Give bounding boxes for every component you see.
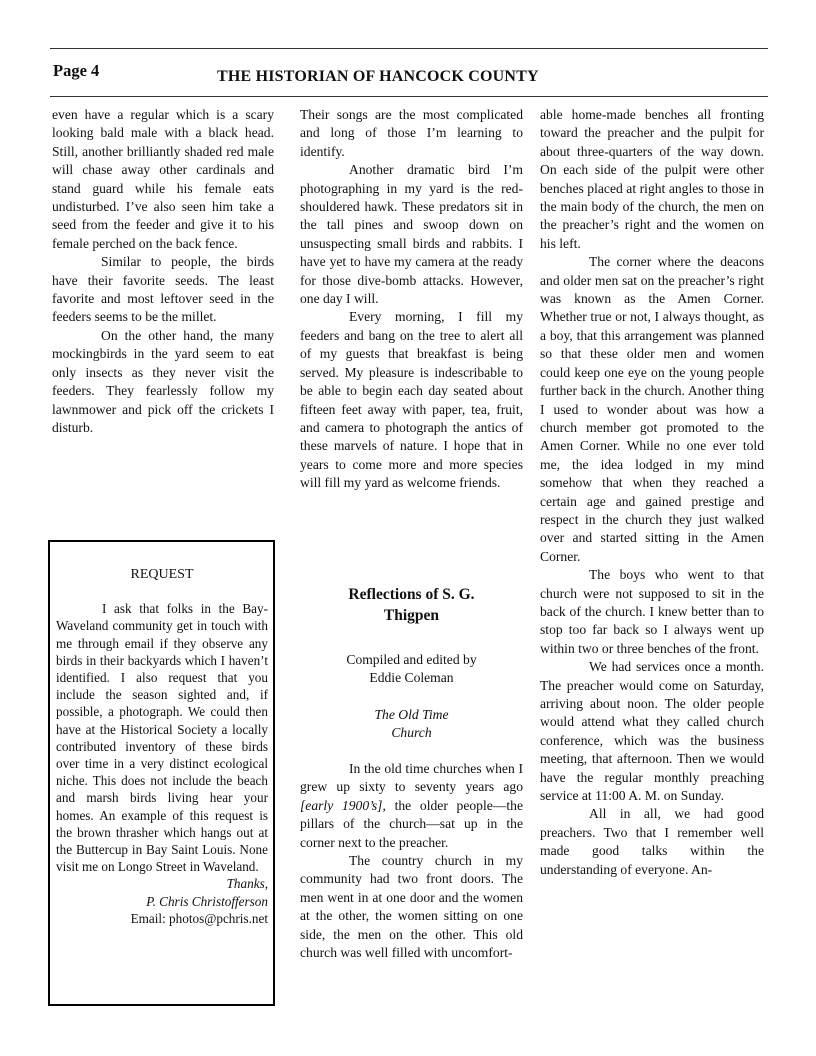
header-bottom-rule xyxy=(50,96,768,97)
paragraph: able home-made benches all fronting toward the preacher and the pulpit for about three-quarters of the way down. On each side of the pulpit were other benches placed at right angles to those in the main body of the church, the men on the preacher’s right and the women on his left. xyxy=(540,107,764,251)
text-run: , the older people—the pillars of the church—sat up in the corner next to the preacher. xyxy=(300,797,523,850)
request-body: I ask that folks in the Bay-Waveland community get in touch with me through email if they observe any birds in their backyards which I haven’t identified. I also request that you include the season sighted and, if possible, a photograph. We could then have at the Historical Society a locally contributed inventory of these birds over time in a very distinct ecological niche. This does not include the beach and marsh birds living hear your homes. An example of this request is the brown thrasher which hangs out at the Buttercup in Bay Saint Louis. None visit me on Longo Street in Waveland. xyxy=(56,601,268,875)
article-byline xyxy=(300,651,523,688)
publication-title: THE HISTORIAN OF HANCOCK COUNTY xyxy=(217,68,539,85)
request-email: Email: photos@pchris.net xyxy=(130,910,268,926)
byline-author: Eddie Coleman xyxy=(369,670,454,686)
text-run-italic: [early 1900’s] xyxy=(300,797,383,813)
request-signature-name: P. Chris Christofferson xyxy=(146,893,268,909)
page-number: Page 4 xyxy=(53,61,100,80)
byline-line: Compiled and edited by xyxy=(346,652,477,667)
column-2 xyxy=(300,106,523,493)
paragraph: even have a regular which is a scary looking bald male with a black head. Still, another brilliantly shaded red male will chase away other cardinals and stand guard while his female eats undisturbed. I’ve also seen him take a seed from the feeder and give it to his female perched on the back fence. xyxy=(52,107,274,251)
text-run: In the old time churches when I grew up sixty to seventy years ago xyxy=(300,761,523,795)
paragraph xyxy=(300,760,523,852)
article-body xyxy=(300,760,523,962)
section-title-line: The Old Time xyxy=(374,707,449,722)
paragraph: Similar to people, the birds have their favorite seeds. The least favorite and most leftover seed in the feeders seems to be the millet. xyxy=(52,254,274,325)
paragraph: All in all, we had good preachers. Two that I remember well made good talks within the understanding of everyone. An- xyxy=(540,806,764,877)
paragraph: The corner where the deacons and older men sat on the preacher’s right was known as the Amen Corner. Whether true or not, I always thought, as a boy, that this arrangement was planned so that these older men and women could keep one eye on the young people further back in the church. Another thing I used to wonder about was how a church member got promoted to the Amen Corner. While no one ever told me, the idea lodged in my mind somehow that when they reached a certain age and gained prestige and respect in the church they just walked over and started sitting in the Amen Corner. xyxy=(540,254,764,564)
paragraph: The country church in my community had two front doors. The men went in at one door and the women at the other, the women sitting on one side, the men on the other. This old church was well filled with uncomfort- xyxy=(300,853,523,961)
header-top-rule xyxy=(50,48,768,49)
section-title-line: Church xyxy=(391,725,432,741)
paragraph: Their songs are the most complicated and long of those I’m learning to identify. xyxy=(300,107,523,159)
paragraph: The boys who went to that church were not supposed to sit in the back of the church. I knew better than to stop too far back so I always went up within two or three benches of the front. xyxy=(540,567,764,656)
column-3 xyxy=(540,106,764,879)
paragraph: Every morning, I fill my feeders and bang on the tree to alert all of my guests that breakfast is being served. My pleasure is indescribable to be able to begin each day seated about fifteen feet away with paper, tea, fruit, and camera to photograph the antics of these marvels of nature. I hope that in years to come more and more species will fill my yard as welcome friends. xyxy=(300,309,523,491)
paragraph: Another dramatic bird I’m photographing in my yard is the red-shouldered hawk. These predators sit in the tall pines and swoop down on unsuspecting small birds and rabbits. I have yet to have my camera at the ready for those dive-bomb attacks. However, one day I will. xyxy=(300,162,523,307)
paragraph: On the other hand, the many mockingbirds in the yard seem to eat only insects as they never visit the feeders. They fearlessly follow my lawnmower and pick off the crickets I disturb. xyxy=(52,327,274,435)
paragraph: We had services once a month. The preacher would come on Saturday, arriving about noon. The older people would attend what they called church conference, which was the business meeting, that afternoon. Then we would have the regular monthly preaching service at 11:00 A. M. on Sunday. xyxy=(540,659,764,804)
article-title-line: Reflections of S. G. xyxy=(348,586,475,603)
article-title-line: Thigpen xyxy=(383,606,440,624)
request-signoff: Thanks, xyxy=(226,876,268,892)
request-title: REQUEST xyxy=(130,567,194,582)
article-section-title xyxy=(300,706,523,743)
article-title xyxy=(300,585,523,626)
request-box xyxy=(48,540,275,1006)
column-1 xyxy=(52,106,274,437)
